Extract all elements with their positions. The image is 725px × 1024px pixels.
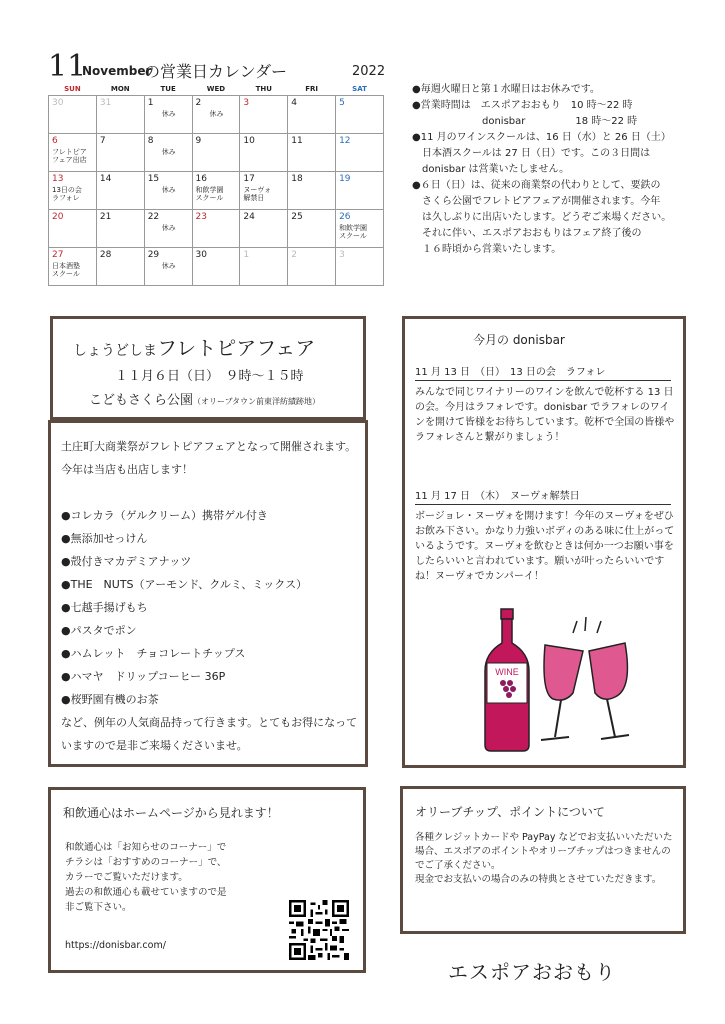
day-number: 11 <box>291 136 303 146</box>
event-heading-13: 11 月 13 日 （日） 13 日の会 ラフォレ <box>415 363 671 381</box>
olive-chip-box <box>400 786 686 934</box>
fair-text: など、例年の人気商品持って行きます。とてもお得になっていますので是非ご来場くださいませ。 <box>61 716 358 752</box>
calendar-day <box>144 172 192 210</box>
weekday-header: FRI <box>288 82 336 96</box>
calendar-day <box>336 248 384 286</box>
day-note: 休み <box>161 262 176 270</box>
weekday-header: SUN <box>49 82 97 96</box>
homepage-text <box>65 840 227 915</box>
weekday-header: THU <box>240 82 288 96</box>
calendar-day <box>49 210 97 248</box>
day-note: 休み <box>161 110 176 118</box>
day-number: 14 <box>99 174 112 184</box>
calendar-day <box>49 248 97 286</box>
day-number: 17 <box>243 174 255 184</box>
day-number: 31 <box>99 98 112 108</box>
calendar-week-row <box>49 248 384 286</box>
calendar-grid <box>48 82 384 286</box>
product-item: ●桜野園有機のお茶 <box>61 693 159 706</box>
day-number: 18 <box>291 174 303 184</box>
day-number: 25 <box>291 212 303 222</box>
day-number: 30 <box>195 250 207 260</box>
calendar-day <box>240 248 288 286</box>
calendar-day <box>240 210 288 248</box>
day-note: 休み <box>161 148 176 156</box>
calendar-day <box>240 96 288 134</box>
calendar-day <box>192 248 240 286</box>
calendar-day <box>192 172 240 210</box>
calendar-month-name: November <box>82 64 152 78</box>
calendar-day <box>336 96 384 134</box>
day-note: 休み <box>161 186 176 194</box>
event-text-nouveau: ボージョレ・ヌーヴォを開けます！今年のヌーヴォをぜひお飲み下さい。かなり力強いボディのある味に仕上がっているようです。ヌーヴォを飲むときは何か一つお願い事をしたらいいと言われています。願いが叶ったらいいですね！ヌーヴォでカンパーイ！ <box>415 511 675 582</box>
wine-glass-left-icon <box>541 645 583 740</box>
event-text-13: みんなで同じワイナリーのワインを飲んで乾杯する 13 日の会。今月はラフォレです。donisbar でラフォレのワインを開けて皆様をお待ちしています。乾杯で全国の皆様やラフォレさんと繋がりましょう！ <box>415 387 675 443</box>
calendar-day <box>144 210 192 248</box>
clink-lines-icon <box>573 617 601 633</box>
wine-label-text: WINE <box>495 667 519 677</box>
day-number: 10 <box>243 136 255 146</box>
olive-chip-heading: オリーブチップ、ポイントについて <box>415 805 605 819</box>
day-number: 30 <box>52 98 64 108</box>
fair-product-list <box>61 435 359 757</box>
notice-line: ●11 月のワインスクールは、16 日（水）と 26 日（土） <box>412 132 671 143</box>
day-note: フレトピア フェア出店 <box>52 148 87 164</box>
fair-place-note: （オリーブタウン前東洋紡績跡地） <box>193 397 321 406</box>
fair-place <box>89 389 320 408</box>
calendar-day <box>96 96 144 134</box>
day-number: 16 <box>195 174 207 184</box>
donisbar-box <box>402 316 686 768</box>
calendar-week-row <box>49 172 384 210</box>
notice-line: ●営業時間は エスポアおおもり 10 時〜22 時 <box>412 100 633 111</box>
day-note: 休み <box>209 110 224 118</box>
day-note: 休み <box>161 224 176 232</box>
fair-text: 土庄町大商業祭がフレトピアフェアとなって開催されます。今年は当店も出店します！ <box>61 440 357 476</box>
day-number: 3 <box>243 98 250 108</box>
day-number: 1 <box>147 98 154 108</box>
day-number: 26 <box>339 212 351 222</box>
calendar-day <box>288 248 336 286</box>
calendar-title: の営業日カレンダー <box>144 62 287 81</box>
day-number: 22 <box>147 212 160 222</box>
calendar-day <box>288 210 336 248</box>
calendar-day <box>96 134 144 172</box>
day-note: 13日の会 ラフォレ <box>52 186 82 202</box>
day-note: 和飲学園 スクール <box>195 186 224 202</box>
calendar-week-row <box>49 210 384 248</box>
day-number: 13 <box>52 174 64 184</box>
wine-illustration <box>465 605 645 760</box>
homepage-box <box>48 787 366 973</box>
notice-line: donisbar は営業いたしません。 <box>412 164 570 175</box>
day-number: 4 <box>291 98 297 108</box>
calendar-year: 2022 <box>352 64 386 79</box>
product-item: ●無添加せっけん <box>61 532 148 545</box>
weekday-header: TUE <box>144 82 192 96</box>
product-item: ●ハマヤ ドリップコーヒー 36P <box>61 670 226 683</box>
day-number: 19 <box>339 174 351 184</box>
fair-body-box <box>48 420 368 767</box>
day-note: ヌーヴォ 解禁日 <box>243 186 272 202</box>
calendar-day <box>288 172 336 210</box>
calendar-week-row <box>49 96 384 134</box>
day-number: 21 <box>99 212 112 222</box>
day-number: 12 <box>339 136 351 146</box>
homepage-text-line: 過去の和飲通心も載せていますので是 <box>65 887 227 898</box>
olive-chip-text-1: 各種クレジットカードや PayPay などでお支払いいただいた場合、エスポアのポイントやオリーブチップはつきませんのでご了承ください。 <box>415 832 673 871</box>
product-item: ●七越手揚げもち <box>61 601 148 614</box>
day-number: 24 <box>243 212 255 222</box>
calendar-day <box>144 134 192 172</box>
calendar-day <box>336 134 384 172</box>
calendar-day <box>336 210 384 248</box>
wine-glass-right-icon <box>589 643 629 739</box>
day-number: 6 <box>52 136 58 146</box>
product-item: ●殻付きマカデミアナッツ <box>61 555 192 568</box>
day-number: 28 <box>99 250 112 260</box>
day-note: 和飲学園 スクール <box>339 224 368 240</box>
fair-text <box>61 481 359 504</box>
calendar-day <box>288 134 336 172</box>
calendar-day <box>96 172 144 210</box>
notice-line: １６時頃から営業いたします。 <box>412 244 562 255</box>
weekday-header: MON <box>96 82 144 96</box>
calendar-day <box>49 96 97 134</box>
day-number: 23 <box>195 212 207 222</box>
weekday-header: WED <box>192 82 240 96</box>
calendar-day <box>144 248 192 286</box>
calendar-day <box>96 248 144 286</box>
day-number: 2 <box>291 250 297 260</box>
day-number: 29 <box>147 250 160 260</box>
shop-name: エスポアおおもり <box>448 960 616 984</box>
notice-line: それに伴い、エスポアおおもりはフェア終了後の <box>412 228 642 239</box>
calendar-month-number: 11 <box>48 49 87 84</box>
homepage-heading: 和飲通心はホームページから見れます！ <box>63 806 279 820</box>
calendar-day <box>144 96 192 134</box>
day-number: 20 <box>52 212 64 222</box>
fair-place-name: こどもさくら公園 <box>89 393 194 408</box>
product-item: ●パスタでポン <box>61 624 137 637</box>
notice-line: さくら公園でフレトピアフェアが開催されます。今年 <box>412 196 661 207</box>
day-number: 9 <box>195 136 202 146</box>
event-heading-nouveau: 11 月 17 日 （木） ヌーヴォ解禁日 <box>415 487 671 505</box>
weekday-header: SAT <box>336 82 384 96</box>
calendar-day <box>96 210 144 248</box>
fair-title-small: しょうどしま <box>73 343 157 359</box>
day-number: 8 <box>147 136 154 146</box>
notice-line: は久しぶりに出店いたします。どうぞご来場ください。 <box>412 212 672 223</box>
day-number: 7 <box>99 136 106 146</box>
fair-title-box <box>50 316 366 420</box>
calendar-day <box>192 96 240 134</box>
day-number: 3 <box>339 250 345 260</box>
day-number: 27 <box>52 250 64 260</box>
day-number: 2 <box>195 98 202 108</box>
fair-title <box>73 332 315 361</box>
homepage-text-line: 非ご覧下さい。 <box>65 902 132 913</box>
calendar-day <box>192 134 240 172</box>
day-number: 5 <box>339 98 345 108</box>
day-number: 1 <box>243 250 250 260</box>
notice-line: ●６日（日）は、従来の商業祭の代わりとして、要鉄の <box>412 180 661 191</box>
calendar-day <box>336 172 384 210</box>
calendar-day <box>192 210 240 248</box>
calendar-day <box>49 134 97 172</box>
calendar-week-row <box>49 134 384 172</box>
calendar-day <box>288 96 336 134</box>
wine-bottle-icon <box>485 609 529 751</box>
product-item: ●THE NUTS（アーモンド、クルミ、ミックス） <box>61 578 308 591</box>
product-item: ●ハムレット チョコレートチップス <box>61 647 246 660</box>
day-number: 15 <box>147 174 160 184</box>
olive-chip-text-2: 現金でお支払いの場合のみの特典とさせていただきます。 <box>415 874 662 885</box>
notice-line: ●毎週火曜日と第１水曜日はお休みです。 <box>412 84 600 95</box>
notice-line: 日本酒スクールは 27 日（日）です。この３日間は <box>412 148 651 159</box>
olive-chip-text <box>415 831 675 887</box>
notice-line: donisbar 18 時〜22 時 <box>412 116 638 127</box>
notices <box>412 82 712 258</box>
product-item: ●コレカラ（ゲルクリーム）携帯ゲル付き <box>61 509 268 522</box>
homepage-text-line: カラーでご覧いただけます。 <box>65 872 188 883</box>
homepage-text-line: 和飲通心は「お知らせのコーナー」で <box>65 842 227 853</box>
day-note: 日本酒塾 スクール <box>52 262 80 278</box>
homepage-text-line: チラシは「おすすめのコーナー」で、 <box>65 857 227 868</box>
qr-code-icon[interactable] <box>289 900 349 960</box>
fair-title-big: フレトピアフェア <box>157 336 316 360</box>
homepage-url[interactable]: https://donisbar.com/ <box>65 940 166 951</box>
calendar-day <box>49 172 97 210</box>
fair-date: １１月６日（日） ９時〜１５時 <box>115 369 304 384</box>
calendar-day <box>240 172 288 210</box>
calendar-day <box>240 134 288 172</box>
donisbar-heading: 今月の donisbar <box>473 333 565 347</box>
